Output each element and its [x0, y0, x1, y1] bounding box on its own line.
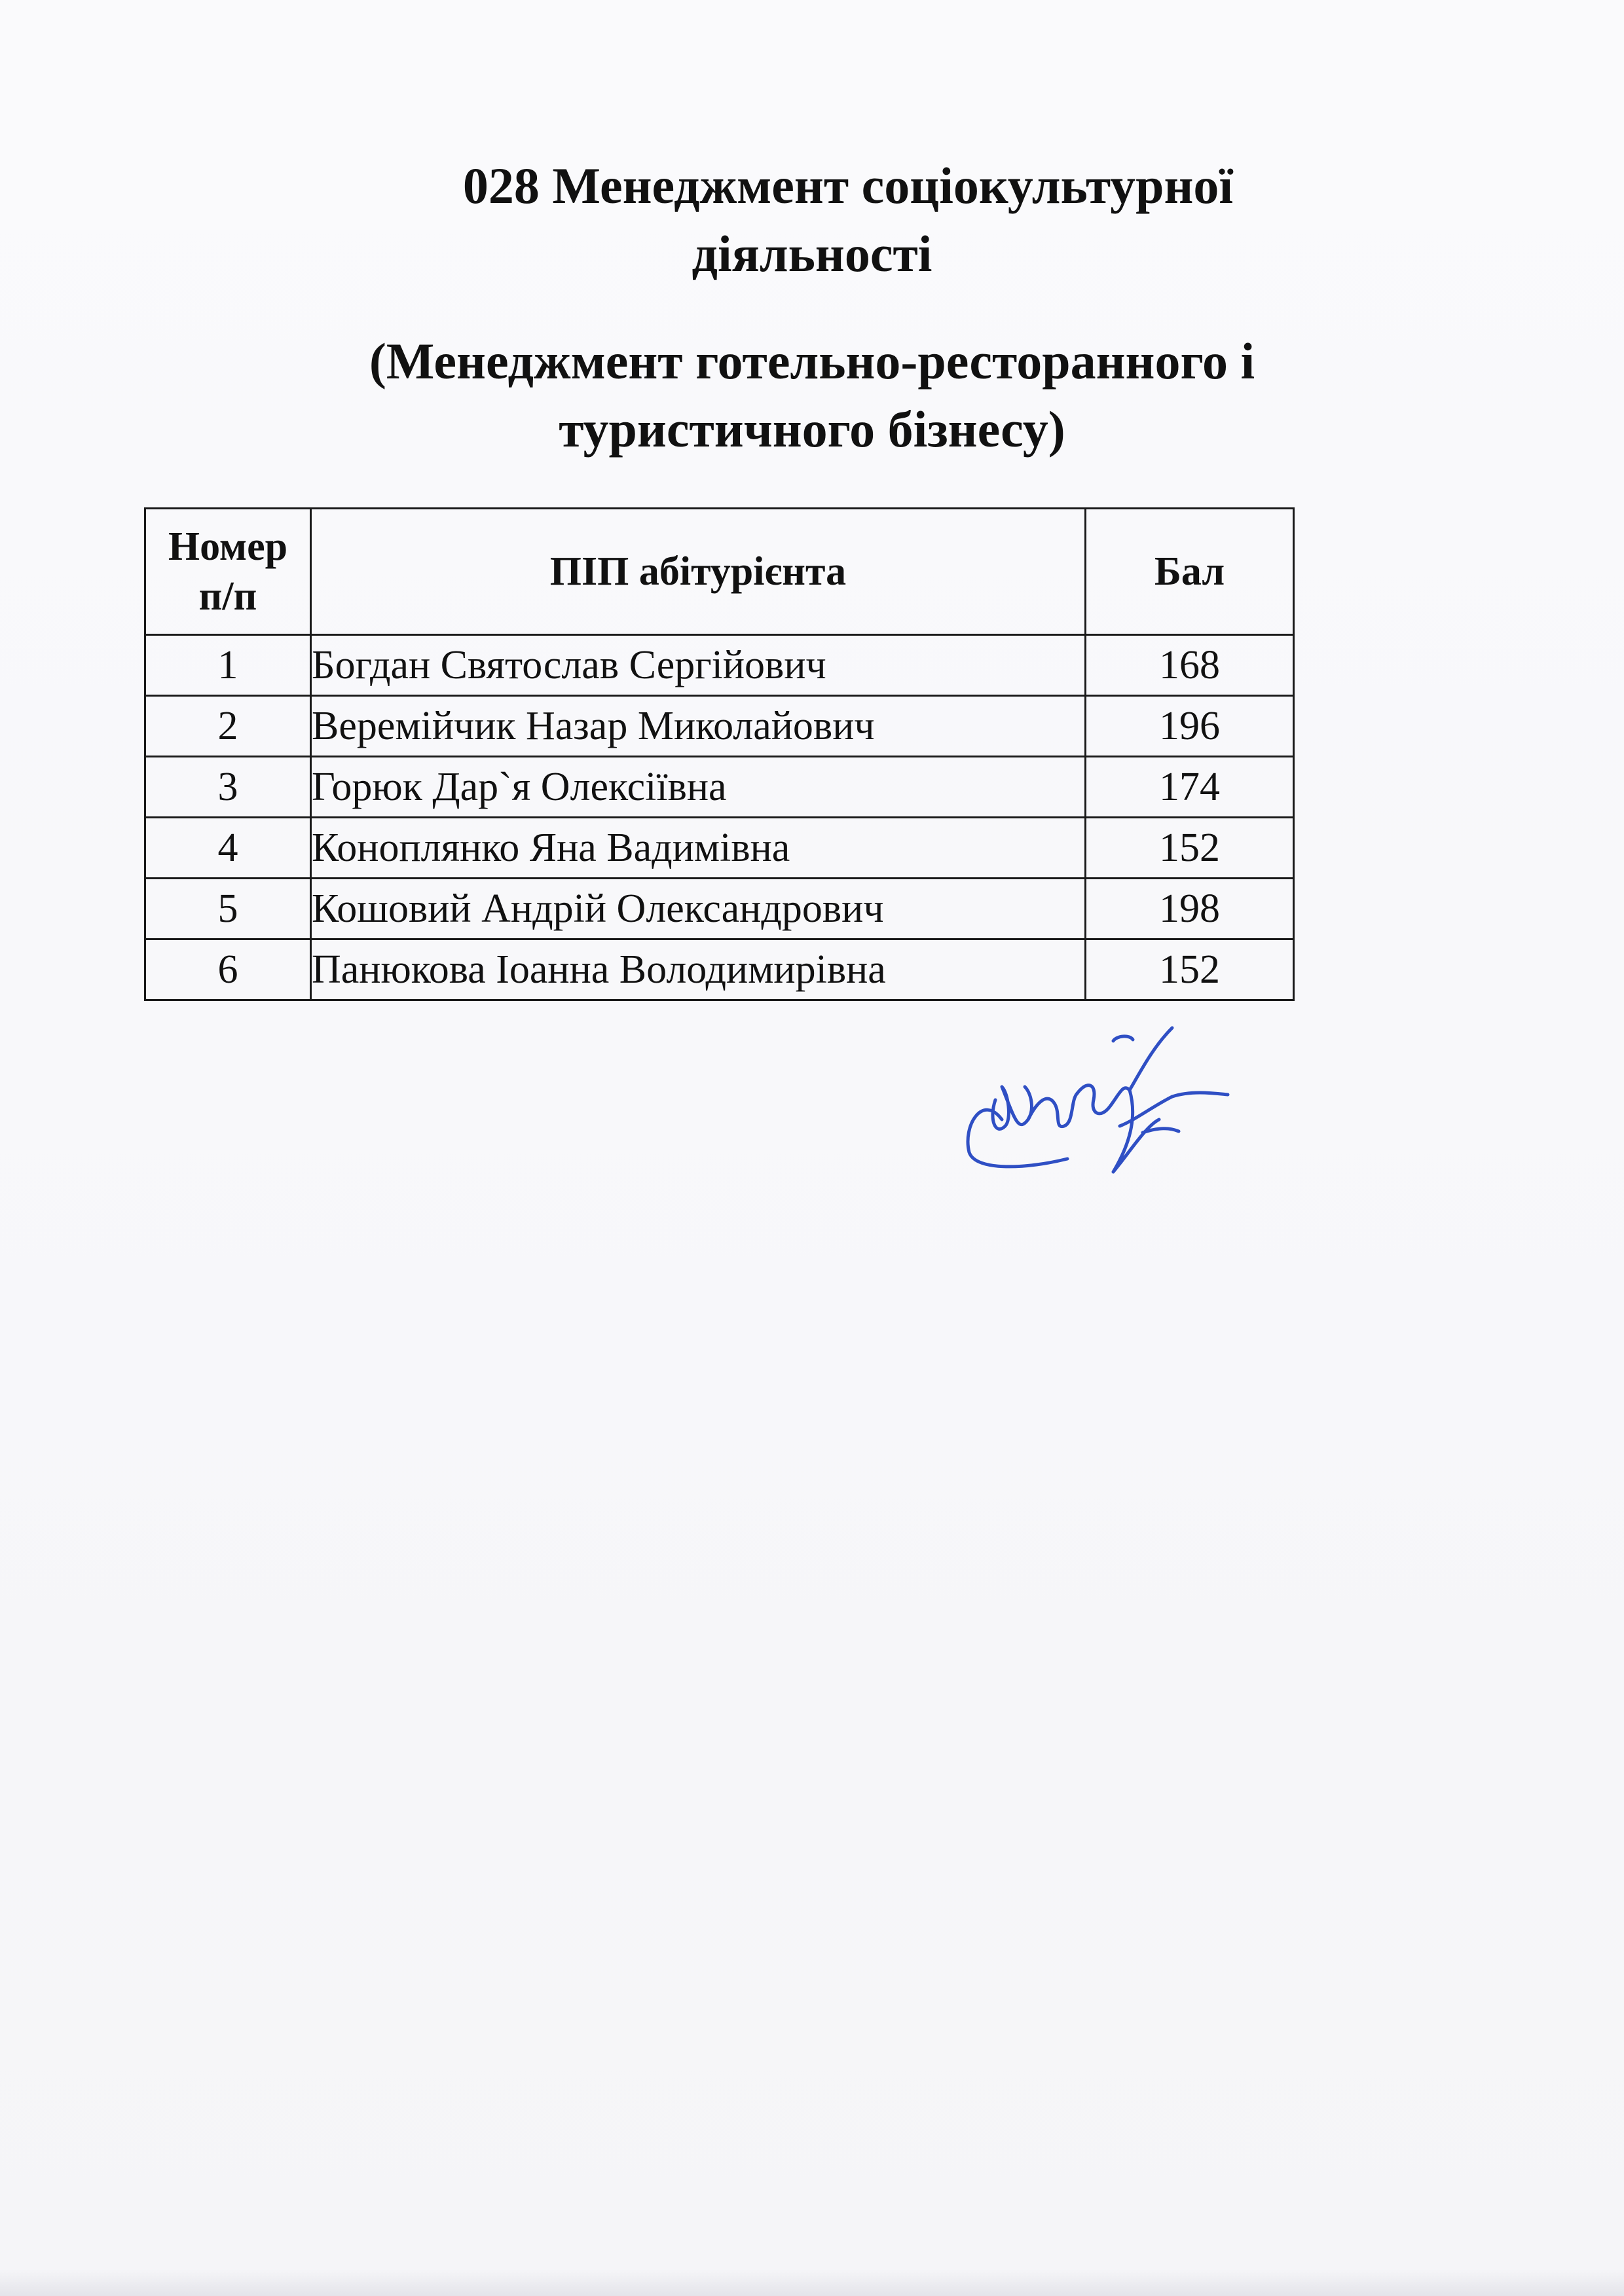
header-score: Бал — [1086, 509, 1294, 635]
table-row — [145, 696, 1294, 757]
row-name: Коноплянко Яна Вадимівна — [311, 818, 1086, 879]
row-score: 152 — [1086, 818, 1294, 879]
document-subtitle — [0, 327, 1624, 464]
table-row — [145, 818, 1294, 879]
row-score: 168 — [1086, 635, 1294, 696]
subtitle-line-1: (Менеджмент готельно-ресторанного і — [369, 333, 1255, 390]
row-name: Кошовий Андрій Олександрович — [311, 879, 1086, 939]
table-header-row — [145, 509, 1294, 635]
header-number-line-2: п/п — [198, 574, 257, 619]
signature-strokes — [968, 1028, 1228, 1172]
row-number: 2 — [145, 696, 311, 757]
row-number: 3 — [145, 757, 311, 818]
scan-edge-shadow — [0, 2270, 1624, 2296]
header-name: ПІП абітурієнта — [311, 509, 1086, 635]
document-title — [0, 152, 1624, 288]
table-row — [145, 635, 1294, 696]
header-number — [145, 509, 311, 635]
row-score: 198 — [1086, 879, 1294, 939]
table-row — [145, 757, 1294, 818]
applicants-table — [144, 507, 1295, 1001]
row-name: Горюк Дар`я Олексіївна — [311, 757, 1086, 818]
row-number: 4 — [145, 818, 311, 879]
row-score: 152 — [1086, 939, 1294, 1000]
row-name: Панюкова Іоанна Володимирівна — [311, 939, 1086, 1000]
title-line-2: діяльності — [692, 225, 932, 282]
table-row — [145, 879, 1294, 939]
header-number-line-1: Номер — [168, 524, 288, 569]
row-score: 174 — [1086, 757, 1294, 818]
table-row — [145, 939, 1294, 1000]
row-name: Веремійчик Назар Миколайович — [311, 696, 1086, 757]
row-name: Богдан Святослав Сергійович — [311, 635, 1086, 696]
row-number: 1 — [145, 635, 311, 696]
handwritten-signature — [956, 1021, 1231, 1192]
row-score: 196 — [1086, 696, 1294, 757]
row-number: 5 — [145, 879, 311, 939]
row-number: 6 — [145, 939, 311, 1000]
subtitle-line-2: туристичного бізнесу) — [559, 401, 1065, 458]
title-line-1: 028 Менеджмент соціокультурної — [462, 157, 1234, 214]
